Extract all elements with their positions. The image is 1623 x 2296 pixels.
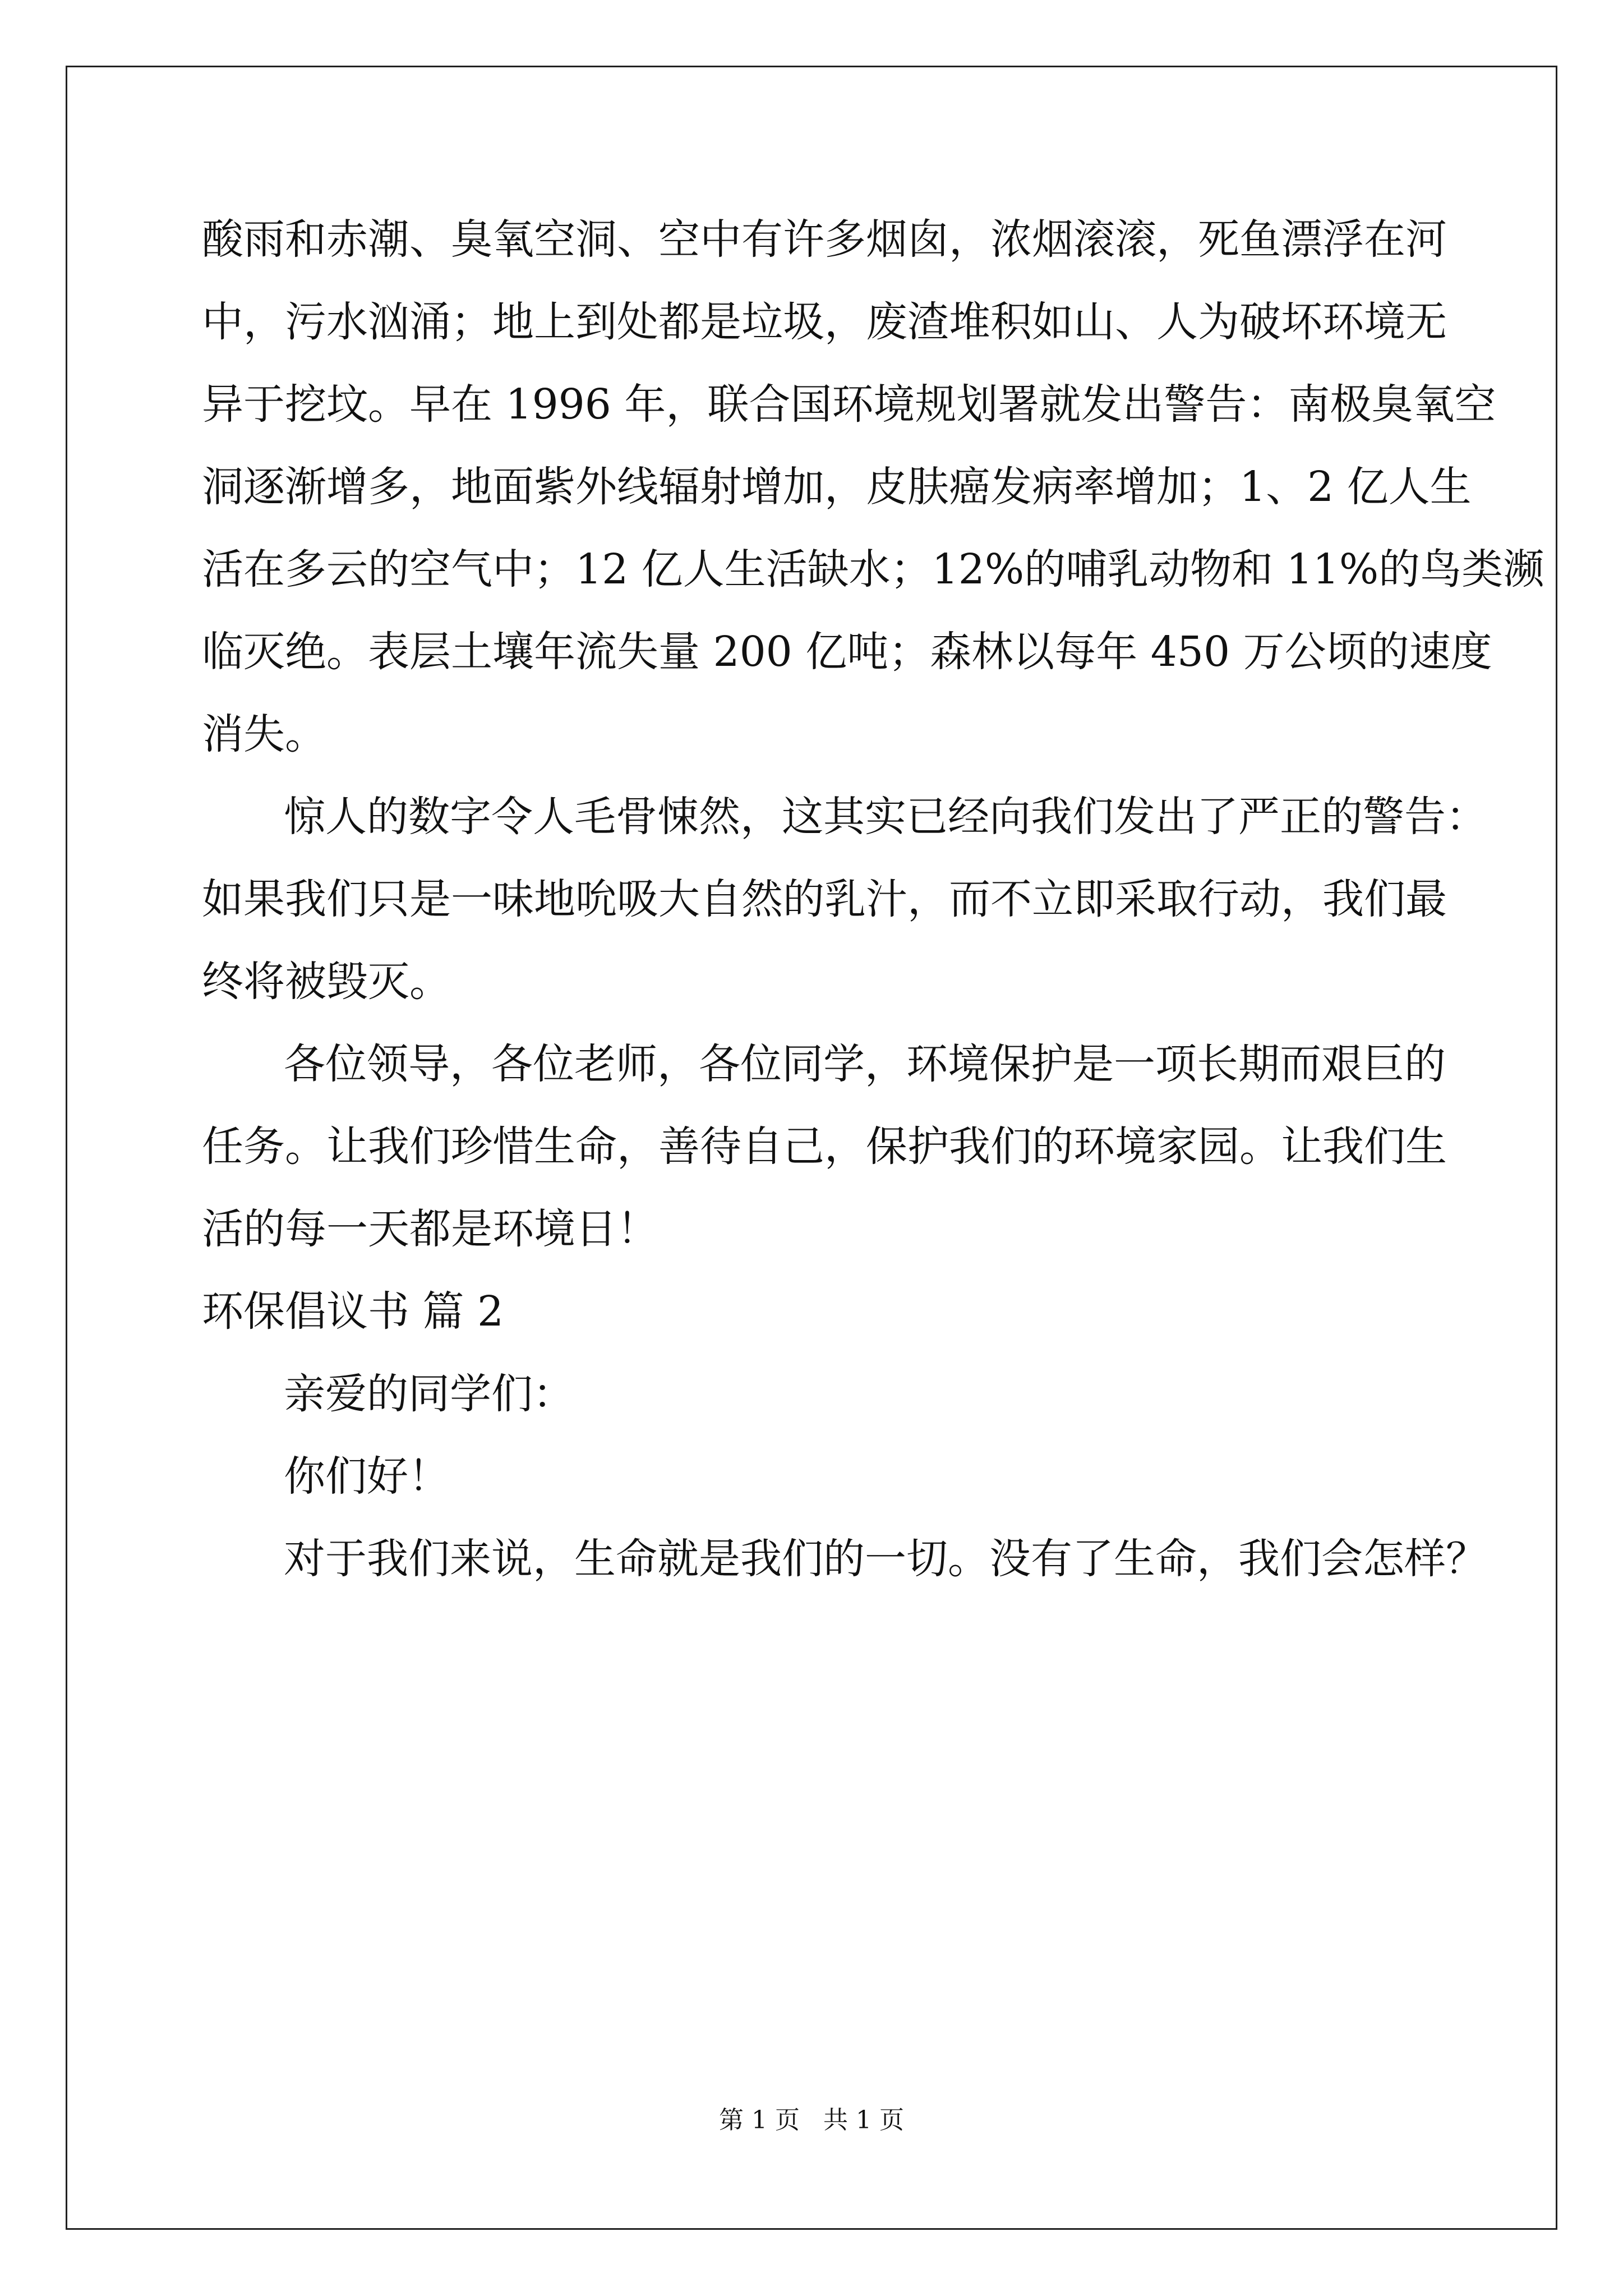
salutation: 亲爱的同学们：	[284, 1370, 574, 1418]
text-line: 临灭绝。表层土壤年流失量 200 亿吨；森林以每年 450 万公顷的速度	[202, 628, 1492, 676]
text-line: 洞逐渐增多，地面紫外线辐射增加，皮肤癌发病率增加；1、2 亿人生	[202, 463, 1472, 511]
text-line: 活的每一天都是环境日！	[202, 1205, 658, 1253]
text-line: 活在多云的空气中；12 亿人生活缺水；12%的哺乳动物和 11%的鸟类濒	[202, 545, 1545, 593]
text-line: 对于我们来说，生命就是我们的一切。没有了生命，我们会怎样？	[284, 1535, 1487, 1583]
text-line: 异于挖坟。早在 1996 年，联合国环境规划署就发出警告：南极臭氧空	[202, 380, 1496, 429]
text-line: 如果我们只是一味地吮吸大自然的乳汁，而不立即采取行动，我们最	[202, 875, 1447, 923]
greeting: 你们好！	[284, 1452, 450, 1501]
page-footer: 第 1 页 共 1 页	[719, 2106, 904, 2134]
text-line: 终将被毁灭。	[202, 958, 451, 1006]
text-line: 任务。让我们珍惜生命，善待自己，保护我们的环境家园。让我们生	[202, 1122, 1447, 1171]
section-heading: 环保倡议书 篇 2	[202, 1287, 504, 1336]
text-line: 酸雨和赤潮、臭氧空洞、空中有许多烟囱，浓烟滚滚，死鱼漂浮在河	[202, 215, 1447, 264]
text-line: 惊人的数字令人毛骨悚然，这其实已经向我们发出了严正的警告：	[284, 793, 1487, 841]
text-line: 消失。	[202, 710, 326, 758]
text-line: 中，污水汹涌；地上到处都是垃圾，废渣堆积如山、人为破坏环境无	[202, 298, 1447, 346]
text-line: 各位领导，各位老师，各位同学，环境保护是一项长期而艰巨的	[284, 1040, 1446, 1088]
